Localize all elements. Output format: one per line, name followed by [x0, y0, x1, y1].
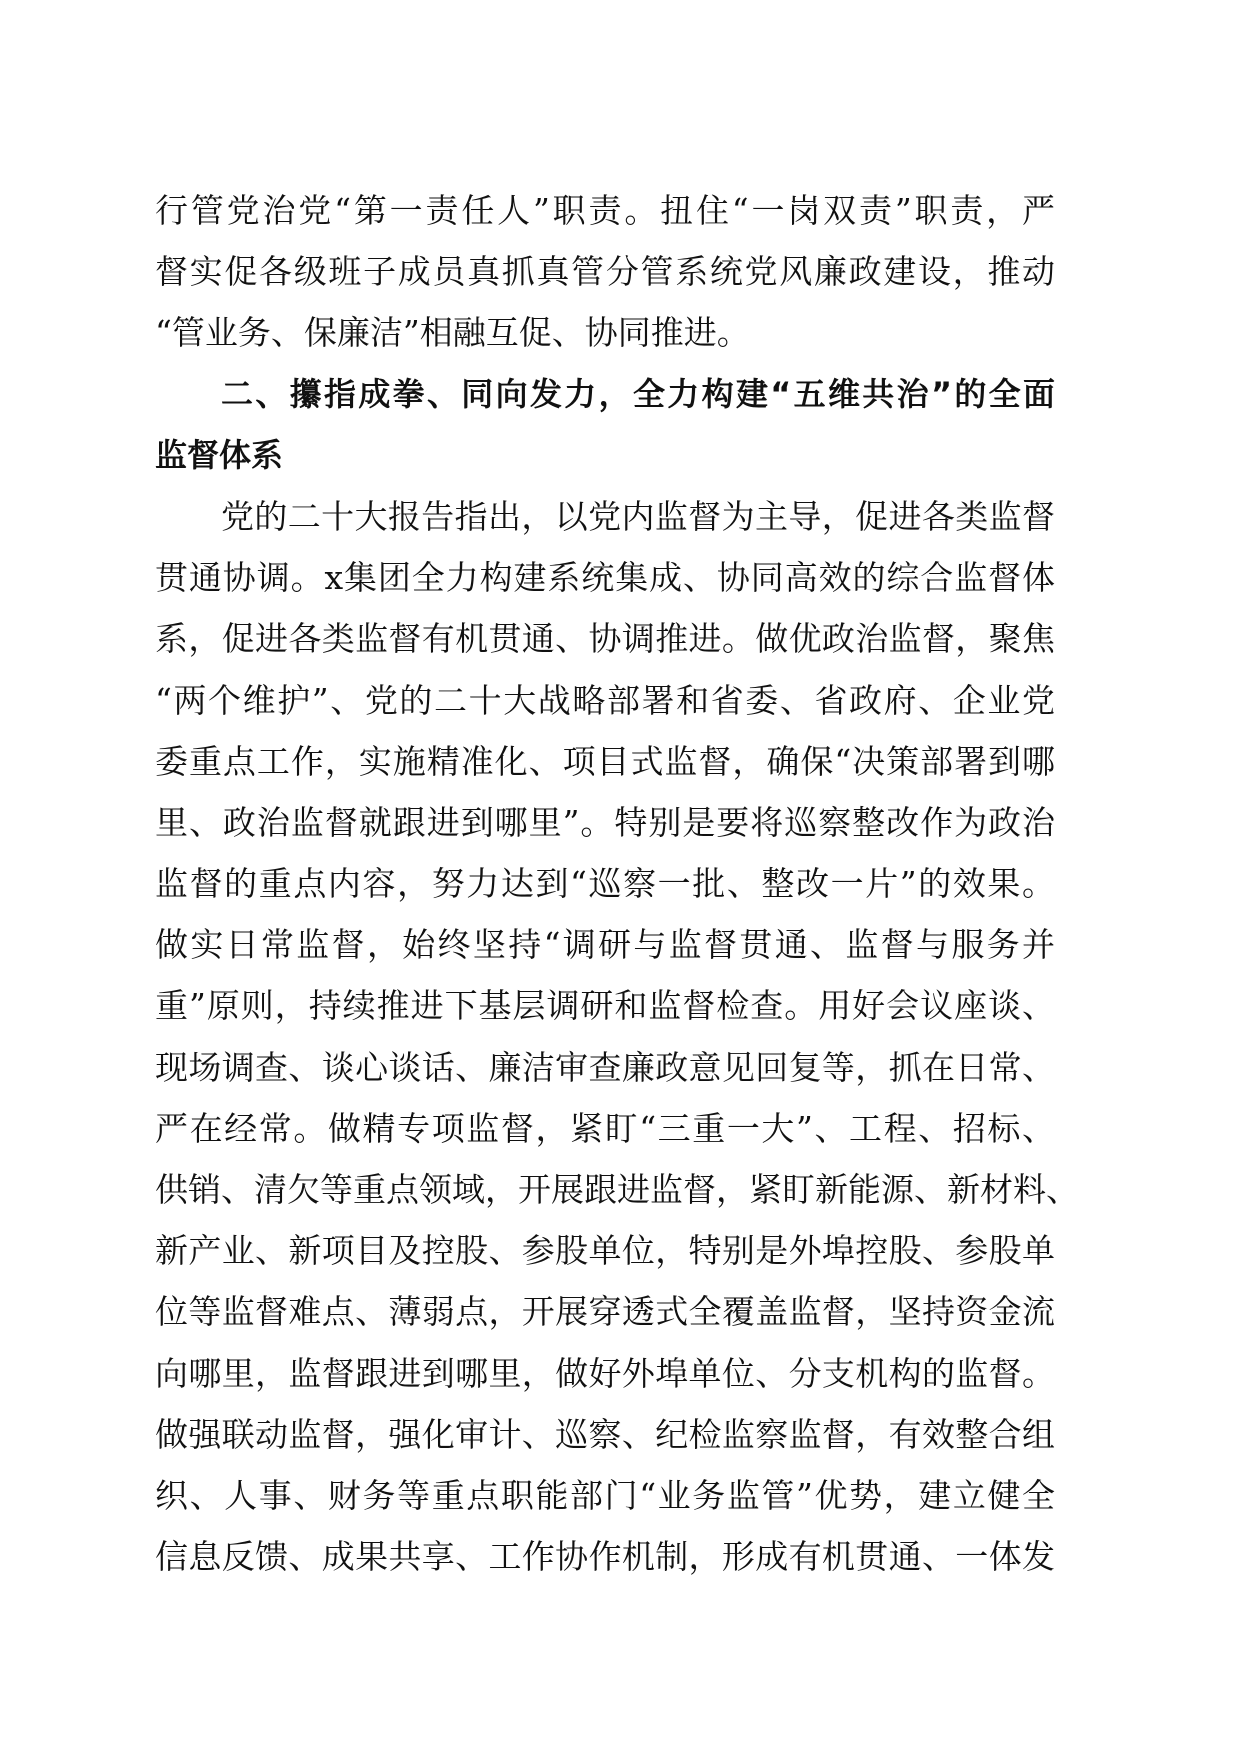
paragraph-line: 织、人事、财务等重点职能部门“业务监管”优势，建立健全: [155, 1475, 1055, 1515]
paragraph-line: 行管党治党“第一责任人”职责。扭住“一岗双责”职责，严: [155, 191, 1055, 230]
paragraph-line: “两个维护”、党的二十大战略部署和省委、省政府、企业党: [155, 680, 1055, 720]
paragraph-line: 位等监督难点、薄弱点，开展穿透式全覆盖监督，坚持资金流: [155, 1292, 1055, 1332]
paragraph-line: 做强联动监督，强化审计、巡察、纪检监察监督，有效整合组: [155, 1414, 1055, 1454]
paragraph-line: 里、政治监督就跟进到哪里”。特别是要将巡察整改作为政治: [155, 802, 1055, 842]
paragraph-line: 供销、清欠等重点领域，开展跟进监督，紧盯新能源、新材料、: [155, 1170, 1079, 1209]
paragraph-line: 督实促各级班子成员真抓真管分管系统党风廉政建设，推动: [155, 252, 1055, 292]
paragraph-line: 严在经常。做精专项监督，紧盯“三重一大”、工程、招标、: [155, 1108, 1055, 1148]
paragraph-line: 委重点工作，实施精准化、项目式监督，确保“决策部署到哪: [155, 741, 1055, 781]
paragraph-line: 系，促进各类监督有机贯通、协调推进。做优政治监督，聚焦: [155, 619, 1055, 659]
paragraph-line: 信息反馈、成果共享、工作协作机制，形成有机贯通、一体发: [155, 1537, 1055, 1577]
section-heading-line: 二、攥指成拳、同向发力，全力构建“五维共治”的全面: [221, 374, 1055, 413]
paragraph-line: 监督的重点内容，努力达到“巡察一批、整改一片”的效果。: [155, 864, 1055, 904]
paragraph-line: 现场调查、谈心谈话、廉洁审查廉政意见回复等，抓在日常、: [155, 1047, 1055, 1087]
paragraph-line: “管业务、保廉洁”相融互促、协同推进。: [155, 313, 750, 353]
body-text: [155, 180, 1085, 1587]
paragraph-line: 新产业、新项目及控股、参股单位，特别是外埠控股、参股单: [155, 1231, 1055, 1271]
section-heading-line: 监督体系: [155, 435, 284, 474]
paragraph-line: 做实日常监督，始终坚持“调研与监督贯通、监督与服务并: [155, 925, 1055, 965]
paragraph-line: 党的二十大报告指出，以党内监督为主导，促进各类监督: [221, 496, 1055, 536]
paragraph-line: 向哪里，监督跟进到哪里，做好外埠单位、分支机构的监督。: [155, 1353, 1055, 1393]
paragraph-line: 贯通协调。x集团全力构建系统集成、协同高效的综合监督体: [155, 558, 1055, 598]
paragraph-line: 重”原则，持续推进下基层调研和监督检查。用好会议座谈、: [155, 986, 1055, 1026]
